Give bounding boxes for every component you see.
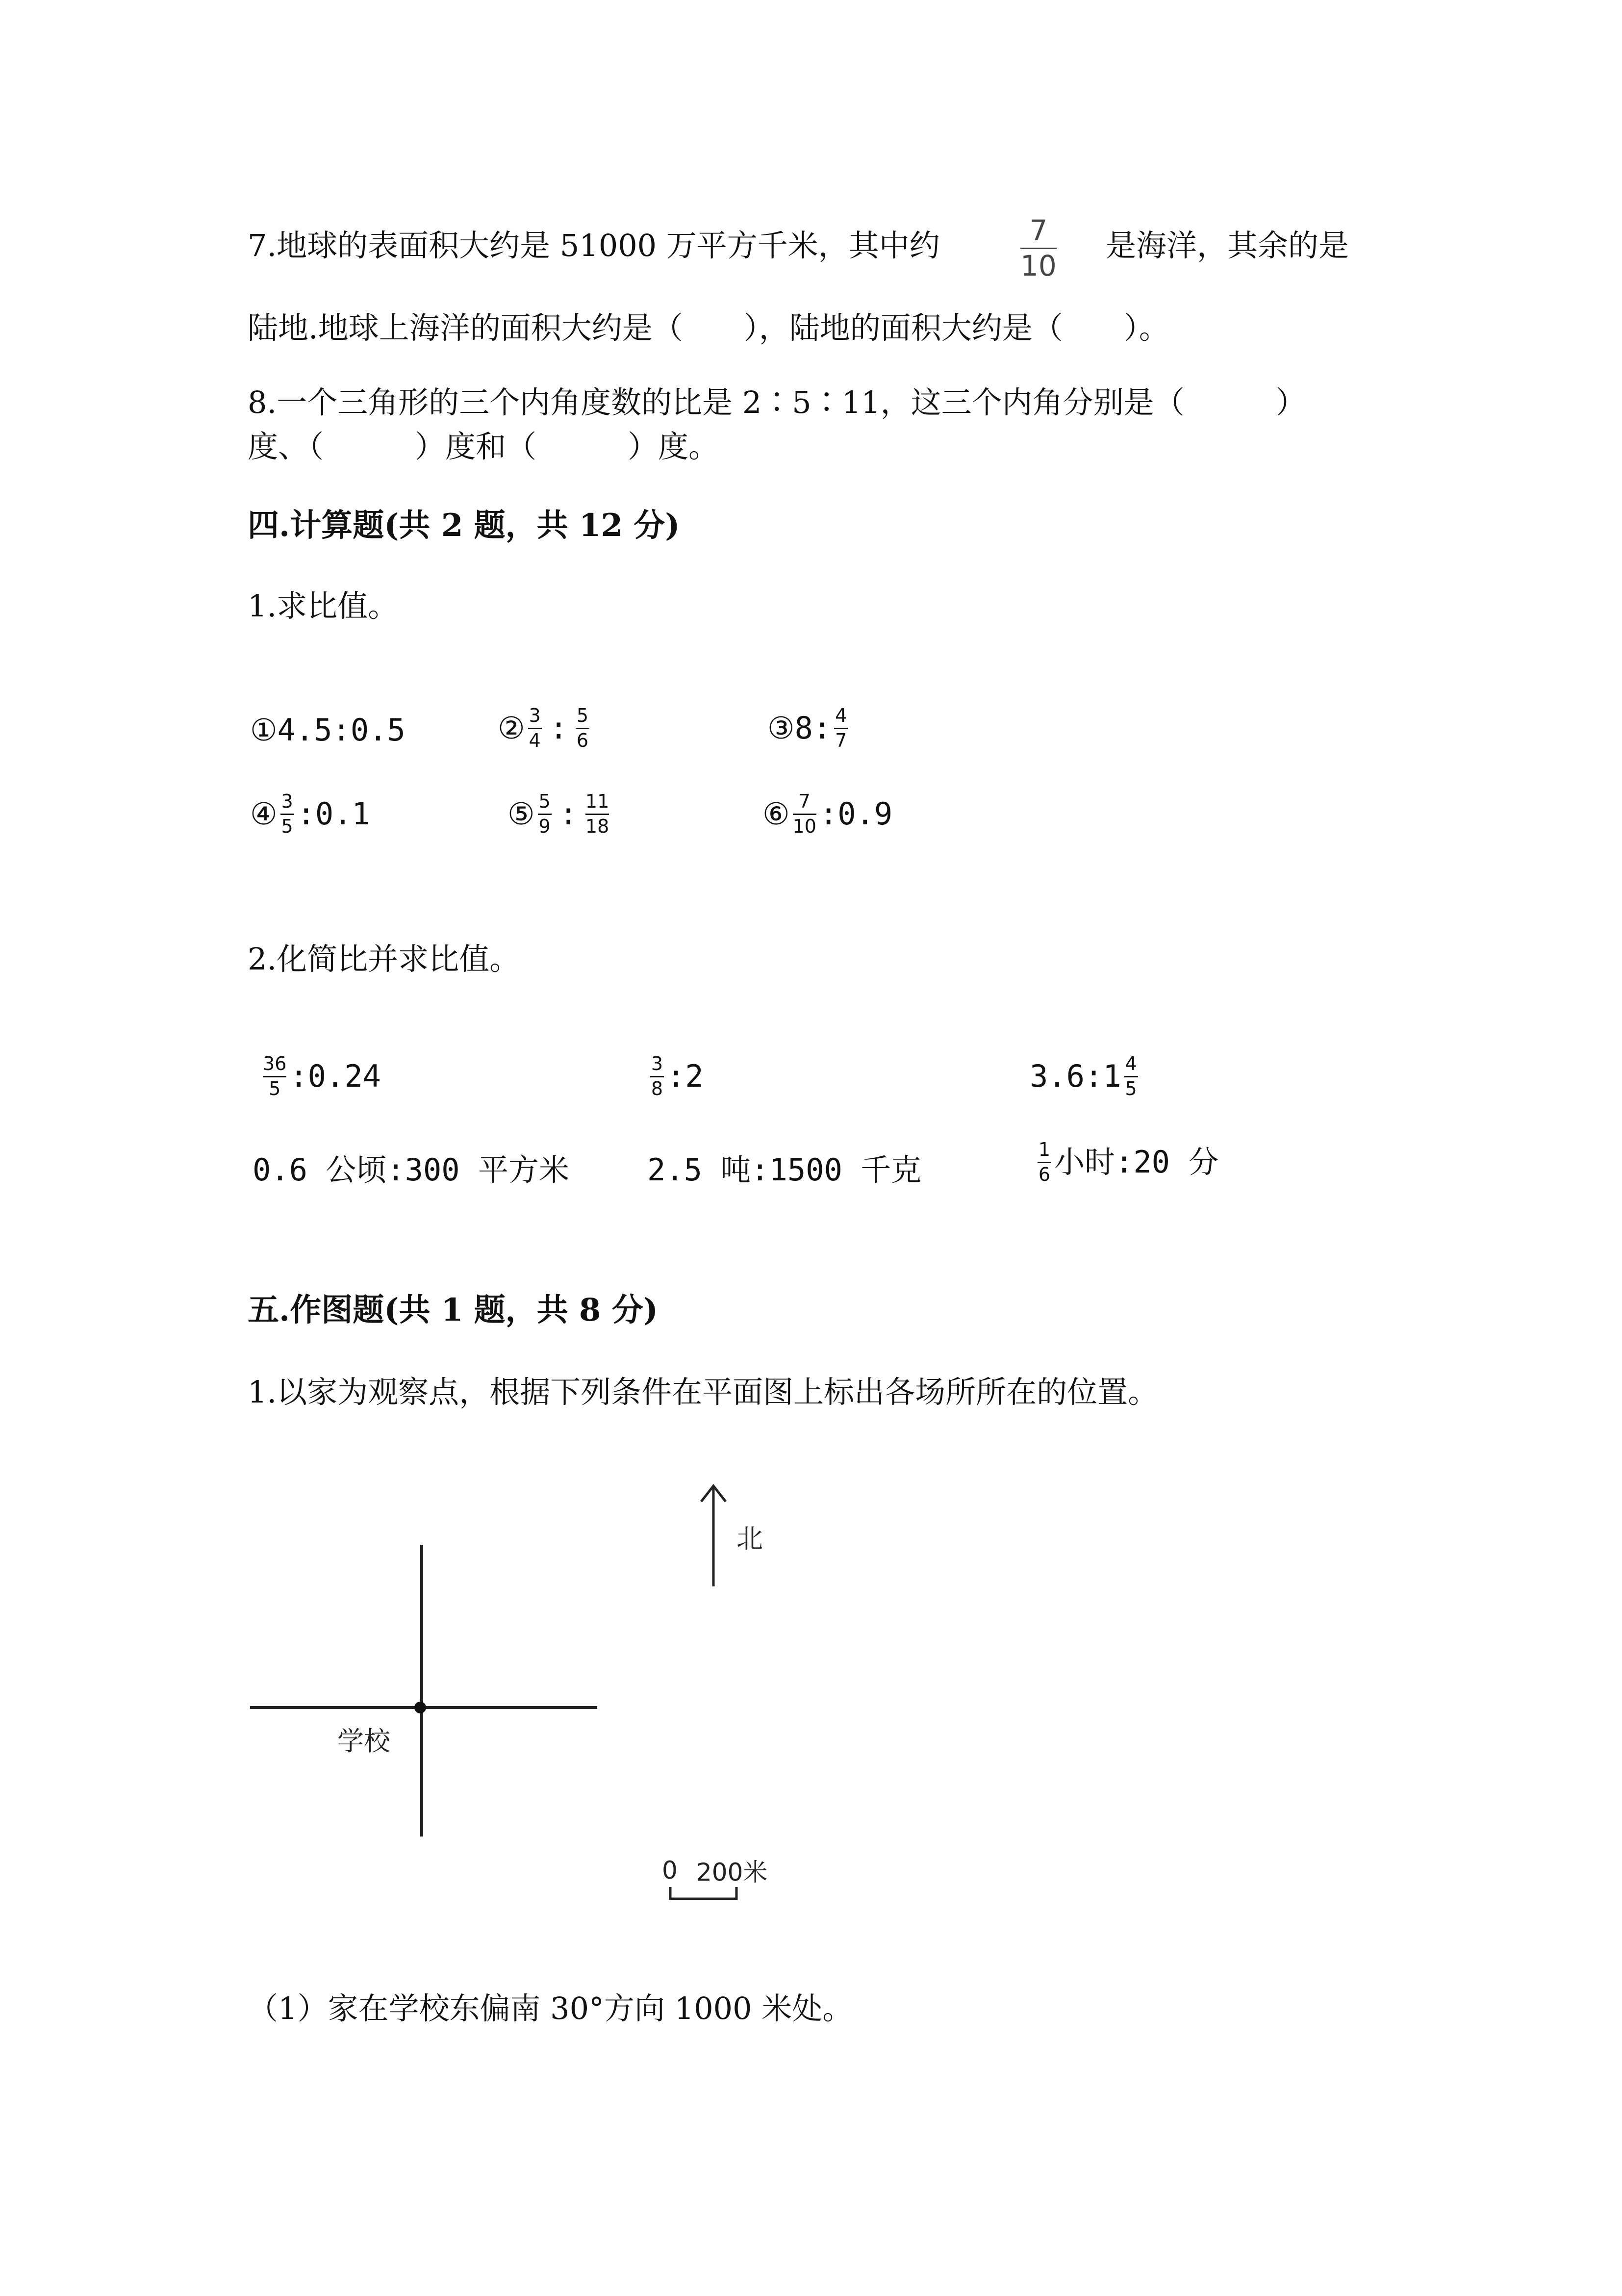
ratio-item-5: ⑤ $\frac{5}{9}$ : $\frac{11}{18}$ <box>507 791 609 837</box>
simplify-item-2: $\frac{3}{8}$ :2 <box>651 1053 704 1099</box>
simplify-item-6: $\frac{1}{6}$ 小时:20 分 <box>1038 1139 1219 1185</box>
ratio-item-1: ①4.5:0.5 <box>250 712 406 748</box>
simplify-item-5: 2.5 吨:1500 千克 <box>647 1152 922 1188</box>
q8-line2-text: 度、（ ）度和（ ）度。 <box>248 429 719 464</box>
section4-problem1-title: 1.求比值。 <box>248 588 399 624</box>
section4-heading: 四.计算题(共 2 题，共 12 分) <box>248 507 680 544</box>
q7-line1-text: 7.地球的表面积大约是 51000 万平方千米，其中约 <box>248 228 940 263</box>
q7-fraction <box>1017 216 1060 281</box>
school-label: 学校 <box>337 1726 390 1757</box>
north-label: 北 <box>736 1523 763 1554</box>
fraction-denominator: 10 <box>1020 249 1057 282</box>
q7-line2-text: 陆地.地球上海洋的面积大约是（ ），陆地的面积大约是（ ）。 <box>248 310 1169 346</box>
simplify-item-4: 0.6 公顷:300 平方米 <box>253 1152 569 1188</box>
scale-bar <box>670 1887 736 1899</box>
section5-heading: 五.作图题(共 1 题，共 8 分) <box>248 1292 659 1328</box>
q8-line1-text: 8.一个三角形的三个内角度数的比是 2∶5∶11，这三个内角分别是（ ） <box>248 384 1306 420</box>
fraction-numerator: 7 <box>1029 214 1048 247</box>
school-point <box>414 1702 426 1713</box>
section5-subquestion-1: （1）家在学校东偏南 30°方向 1000 米处。 <box>248 1990 853 2026</box>
section4-problem2-title: 2.化简比并求比值。 <box>248 941 520 977</box>
section5-problem1-title: 1.以家为观察点，根据下列条件在平面图上标出各场所所在的位置。 <box>248 1374 1159 1410</box>
q7-line1-tail: 是海洋，其余的是 <box>1106 228 1349 263</box>
ratio-item-2: ② $\frac{3}{4}$ : $\frac{5}{6}$ <box>498 705 589 751</box>
north-arrow-icon <box>701 1486 726 1586</box>
simplify-item-1: $\frac{36}{5}$ :0.24 <box>263 1053 381 1099</box>
simplify-item-3: 3.6:1 $\frac{4}{5}$ <box>1030 1053 1137 1099</box>
ratio-item-3: ③8: $\frac{4}{7}$ <box>767 705 847 751</box>
scale-distance-label: 200米 <box>696 1858 768 1887</box>
ratio-item-4: ④ $\frac{3}{5}$ :0.1 <box>250 791 370 837</box>
ratio-item-6: ⑥ $\frac{7}{10}$ :0.9 <box>762 791 893 837</box>
scale-zero-label: 0 <box>662 1856 678 1885</box>
